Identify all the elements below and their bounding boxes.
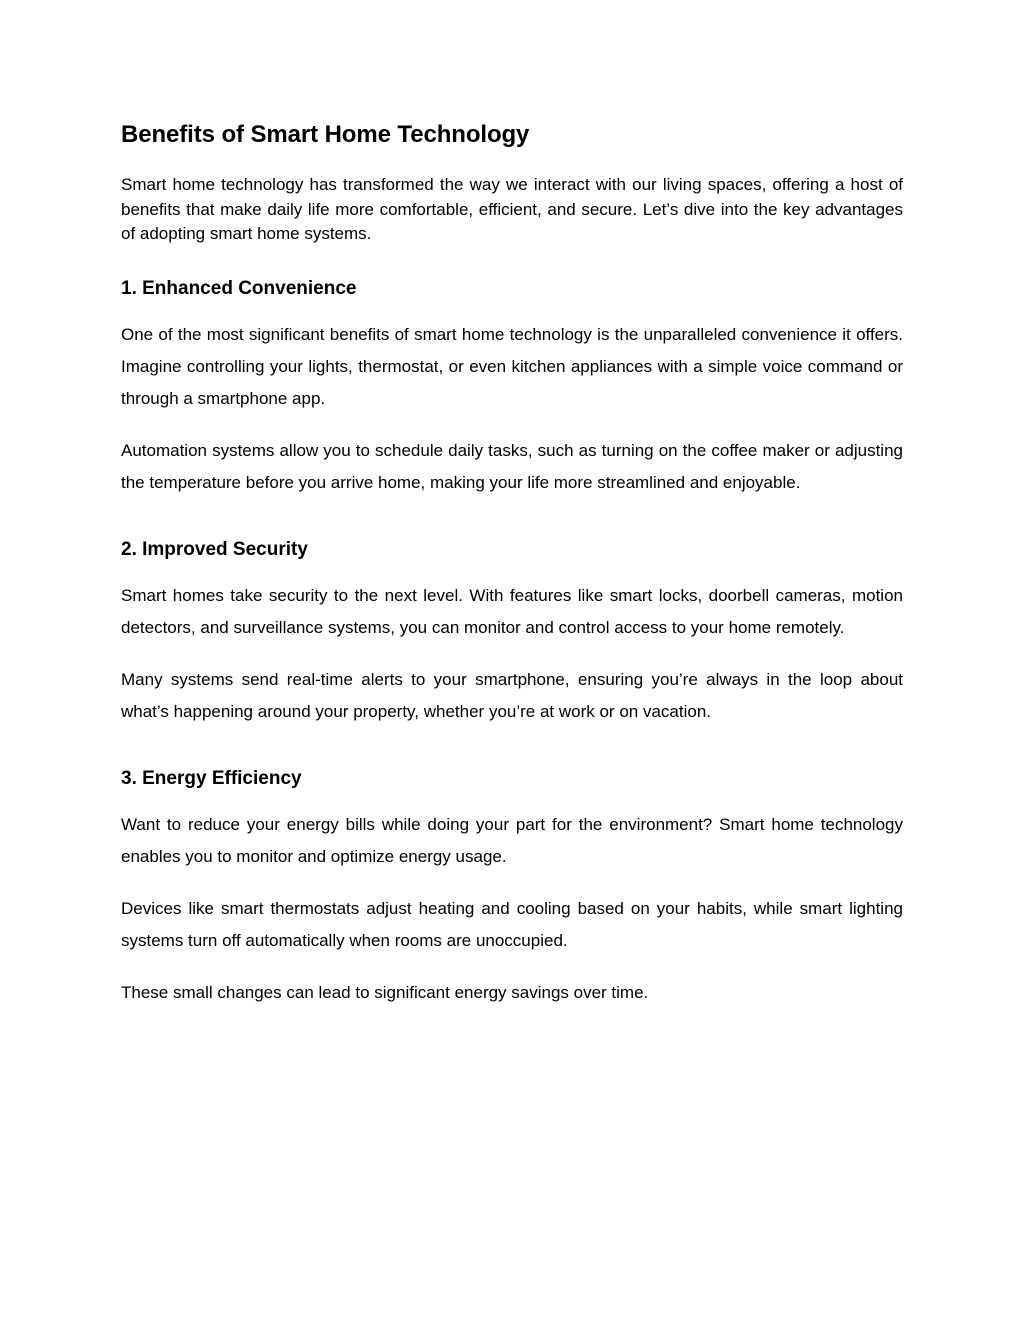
section-heading-energy: 3. Energy Efficiency [121, 767, 302, 789]
document-title: Benefits of Smart Home Technology [121, 121, 530, 148]
section-paragraph: These small changes can lead to significant energy savings over time. [121, 982, 649, 1002]
section-paragraph: Automation systems allow you to schedule daily tasks, such as turning on the coffee maker or adjusting the temperature before you arrive home, making your life more streamlined and enjoyable. [121, 440, 903, 492]
document-content [121, 118, 903, 1009]
section-paragraph: Smart homes take security to the next level. With features like smart locks, doorbell cameras, motion detectors, and surveillance systems, you can monitor and control access to your home remotely. [121, 585, 903, 637]
section-paragraph: Devices like smart thermostats adjust heating and cooling based on your habits, while smart lighting systems turn off automatically when rooms are unoccupied. [121, 898, 903, 950]
section-heading-security: 2. Improved Security [121, 538, 308, 560]
section-heading-convenience: 1. Enhanced Convenience [121, 277, 357, 299]
section-paragraph: Many systems send real-time alerts to your smartphone, ensuring you’re always in the loop about what’s happening around your property, whether you’re at work or on vacation. [121, 669, 903, 721]
section-paragraph: One of the most significant benefits of smart home technology is the unparalleled convenience it offers. Imagine controlling your lights, thermostat, or even kitchen appliances with a simple voice command or through a smartphone app. [121, 324, 903, 408]
intro-paragraph: Smart home technology has transformed the way we interact with our living spaces, offering a host of benefits that make daily life more comfortable, efficient, and secure. Let’s dive into the key advantages of adopting smart home systems. [121, 175, 903, 243]
section-paragraph: Want to reduce your energy bills while doing your part for the environment? Smart home technology enables you to monitor and optimize energy usage. [121, 814, 903, 866]
